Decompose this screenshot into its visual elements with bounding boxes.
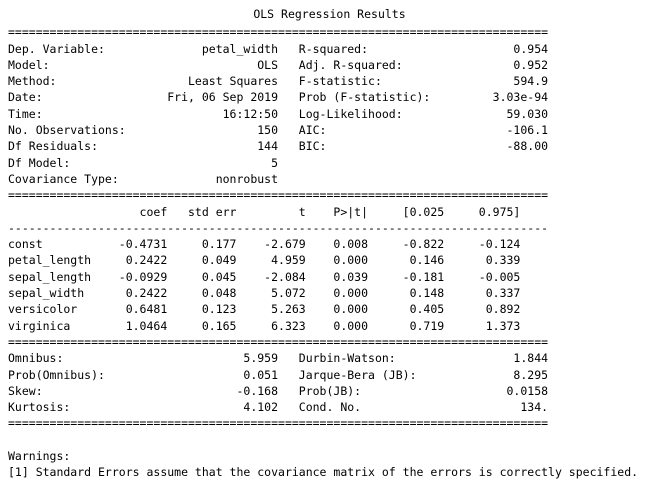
rule-bottom: ==============================================================================	[8, 416, 549, 431]
coef-table-body: const -0.4731 0.177 -2.679 0.008 -0.822 -0.124 petal_length 0.2422 0.049 4.959 0.000 0.146 0.339 sepal_length -0.0929 0.045 -2.084 0.039 -0.181 -0.005 sepal_width 0.2422 0.048 5.072 0.000 0.148 0.337 versicolor 0.6481 0.123 5.263 0.000 0.405 0.892 virginica 1.0464 0.165 6.323 0.000 0.719 1.373	[8, 237, 521, 333]
rule-after-summary: ==============================================================================	[8, 188, 549, 203]
warnings-block: Warnings: [1] Standard Errors assume that the covariance matrix of the errors is correctly specified.	[8, 449, 639, 480]
rule-coef-divider: ------------------------------------------------------------------------------	[8, 220, 549, 235]
rule-after-coef: ==============================================================================	[8, 334, 549, 349]
coef-table-header: coef std err t P>|t| [0.025 0.975]	[8, 204, 521, 219]
rule-top: ==============================================================================	[8, 25, 549, 40]
summary-header-table: Dep. Variable: petal_width R-squared: 0.954 Model: OLS Adj. R-squared: 0.952 Method: Least Squares F-statistic: 594.9 Date: Fri, 06 Sep 2019 Prob (F-statistic): 3.03e-94 Time: 16:12:50 Log-Likelihood: 59.030 No. Observations: 150 AIC: -106.1 Df Residuals: 144 BIC: -88.00 Df Model: 5 Covariance Type: nonrobust	[8, 41, 549, 186]
page-title: OLS Regression Results	[253, 7, 406, 21]
diagnostics-table: Omnibus: 5.959 Durbin-Watson: 1.844 Prob(Omnibus): 0.051 Jarque-Bera (JB): 8.295 Skew: -0.168 Prob(JB): 0.0158 Kurtosis: 4.102 Cond. No. 134.	[8, 351, 549, 415]
